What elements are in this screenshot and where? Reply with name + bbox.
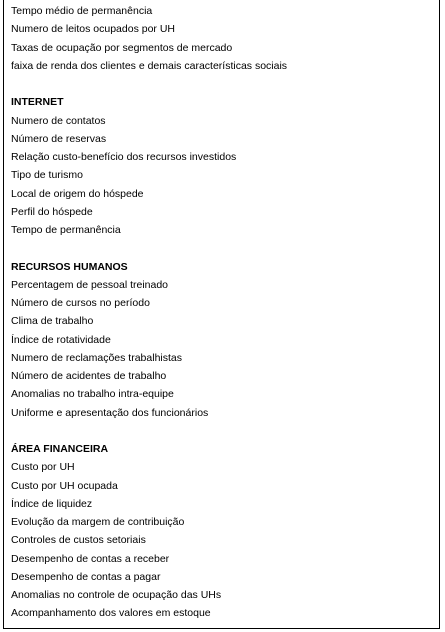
list-item: Local de origem do hóspede (11, 187, 144, 200)
list-item: Numero de contatos (11, 114, 106, 127)
list-item: Uniforme e apresentação dos funcionários (11, 406, 209, 419)
indicator-list (11, 2, 433, 623)
list-item: Tempo médio de permanência (11, 5, 153, 17)
list-item: faixa de renda dos clientes e demais características sociais (11, 59, 288, 72)
list-item: Tempo de permanência (11, 224, 121, 236)
list-item: Custo por UH ocupada (11, 479, 118, 492)
list-item: Índice de liquidez (11, 497, 93, 510)
list-item: Taxas de ocupação por segmentos de mercado (11, 41, 233, 54)
list-item: Percentagem de pessoal treinado (11, 278, 169, 291)
list-item: Desempenho de contas a receber (11, 552, 170, 565)
list-item: Clima de trabalho (11, 315, 94, 328)
section-spacer (11, 239, 433, 257)
list-item: Número de acidentes de trabalho (11, 370, 167, 382)
list-item: Custo por UH (11, 461, 75, 474)
indicator-table (3, 0, 440, 629)
list-item: Controles de custos setoriais (11, 534, 146, 547)
section-heading-internet: INTERNET (11, 96, 64, 109)
list-item: Anomalias no controle de ocupação das UHs (11, 589, 222, 601)
list-item: Número de reservas (11, 132, 107, 145)
list-item: Relação custo-benefício dos recursos investidos (11, 151, 237, 163)
list-item: Evolução da margem de contribuição (11, 516, 185, 528)
section-heading-area-financeira: ÁREA FINANCEIRA (11, 443, 109, 455)
list-item: Numero de reclamações trabalhistas (11, 351, 182, 364)
section-spacer (11, 75, 433, 93)
list-item: Número de cursos no período (11, 297, 150, 309)
section-heading-recursos-humanos: RECURSOS HUMANOS (11, 260, 128, 273)
list-item: Perfil do hóspede (11, 205, 93, 218)
list-item: Numero de leitos ocupados por UH (11, 23, 176, 36)
list-item: Índice de rotatividade (11, 333, 111, 346)
list-item: Acompanhamento dos valores em estoque (11, 607, 211, 620)
list-item: Anomalias no trabalho intra-equipe (11, 388, 174, 401)
list-item: Tipo de turismo (11, 169, 83, 182)
list-item: Desempenho de contas a pagar (11, 570, 161, 583)
section-spacer (11, 422, 433, 440)
